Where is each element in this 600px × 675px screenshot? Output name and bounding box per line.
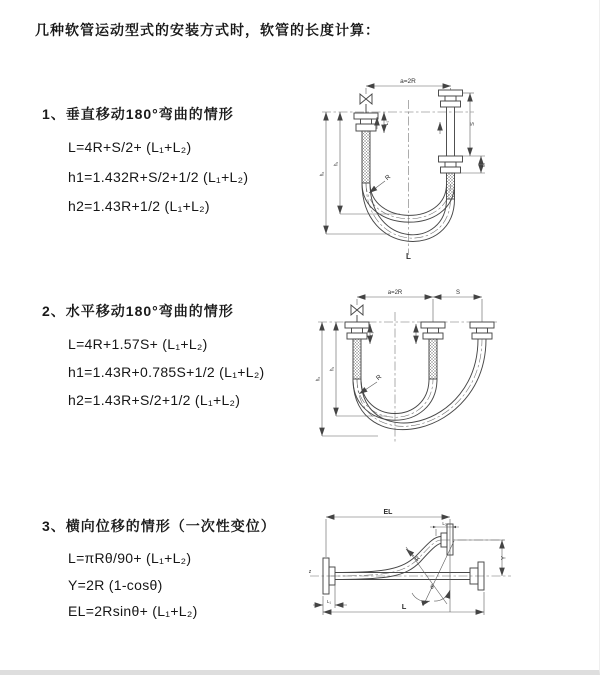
formula-line: L=πRθ/90+ (L₁+L₂) bbox=[68, 550, 192, 566]
diagram-vertical-180-bend bbox=[314, 72, 599, 262]
left-flange bbox=[345, 322, 369, 339]
right-flange-lower bbox=[439, 156, 463, 173]
dim-label-radius: R bbox=[374, 373, 384, 383]
diagram-lateral-displacement bbox=[306, 503, 598, 643]
centerlines bbox=[310, 540, 511, 576]
dim-label-radius: R bbox=[383, 173, 393, 183]
dim-label-angle: θ bbox=[430, 585, 434, 591]
dim-label-length: L bbox=[401, 602, 407, 611]
dim-label-h1: h₁ bbox=[333, 161, 340, 167]
dim-label-h1: h₁ bbox=[329, 366, 336, 372]
section-3 bbox=[42, 516, 317, 625]
formula-line: h2=1.43R+1/2 (L₁+L₂) bbox=[68, 198, 210, 214]
section-3-formulas bbox=[68, 545, 317, 625]
diagram-2-svg bbox=[312, 284, 600, 454]
dim-label-h2: h₂ bbox=[315, 376, 322, 382]
formula-line: h1=1.432R+S/2+1/2 (L₁+L₂) bbox=[68, 168, 249, 185]
dim-label-el: EL bbox=[383, 509, 393, 516]
dim-label-offset: Y bbox=[501, 555, 508, 561]
section-2-heading: 2、水平移动180°弯曲的情形 bbox=[42, 303, 234, 319]
diagram-3-svg bbox=[306, 503, 598, 643]
dim-label-end2: L₂ bbox=[442, 521, 447, 526]
formula-line: EL=2Rsinθ+ (L₁+L₂) bbox=[68, 603, 198, 619]
hose-assembly bbox=[345, 305, 494, 430]
dim-label-stroke: S bbox=[470, 122, 476, 126]
pipe-break-mark: z bbox=[308, 569, 312, 575]
diagram-horizontal-180-bend bbox=[312, 284, 600, 454]
dim-label-h2: h₂ bbox=[319, 171, 326, 177]
dimension-lines bbox=[326, 86, 485, 234]
right-flange-upper bbox=[439, 90, 463, 107]
section-2 bbox=[42, 301, 317, 414]
section-1-formulas bbox=[68, 133, 317, 222]
dim-label-length: L bbox=[406, 252, 411, 261]
left-flange bbox=[354, 113, 378, 131]
diagram-1-svg bbox=[314, 72, 599, 262]
dim-label-end1: L₁ bbox=[384, 120, 390, 126]
left-braided-hose bbox=[362, 131, 370, 183]
section-1-heading: 1、垂直移动180°弯曲的情形 bbox=[42, 106, 234, 122]
formula-line: h1=1.43R+0.785S+1/2 (L₁+L₂) bbox=[68, 364, 265, 380]
dim-label-width: a=2R bbox=[387, 290, 403, 296]
formula-line: L=4R+1.57S+ (L₁+L₂) bbox=[68, 336, 208, 352]
dim-label-end1: L₁ bbox=[369, 331, 374, 337]
section-3-heading: 3、横向位移的情形（一次性变位） bbox=[42, 518, 276, 534]
formula-line: L=4R+S/2+ (L₁+L₂) bbox=[68, 139, 192, 155]
formula-line: Y=2R (1-cosθ) bbox=[68, 576, 163, 593]
section-2-formulas bbox=[68, 330, 317, 414]
middle-flange bbox=[421, 322, 445, 339]
section-1 bbox=[42, 104, 317, 222]
formula-line: h2=1.43R+S/2+1/2 (L₁+L₂) bbox=[68, 392, 241, 408]
page-title: 几种软管运动型式的安装方式时，软管的长度计算： bbox=[35, 22, 380, 38]
centerlines bbox=[315, 312, 498, 444]
middle-braided-hose bbox=[429, 339, 437, 379]
valve-icon bbox=[360, 94, 372, 113]
right-flange-displaced bbox=[441, 524, 453, 555]
left-braided-hose bbox=[353, 339, 361, 379]
right-flange-moved bbox=[470, 322, 494, 339]
dim-label-stroke: S bbox=[455, 290, 461, 296]
hose-assembly bbox=[323, 524, 484, 594]
dim-label-radius: R bbox=[414, 555, 422, 563]
valve-icon bbox=[351, 305, 363, 322]
dimension-lines bbox=[322, 297, 482, 436]
dim-label-end1: L₁ bbox=[326, 599, 332, 604]
dim-label-width: a=2R bbox=[400, 78, 416, 85]
dim-label-end2: L₂ bbox=[480, 162, 486, 168]
